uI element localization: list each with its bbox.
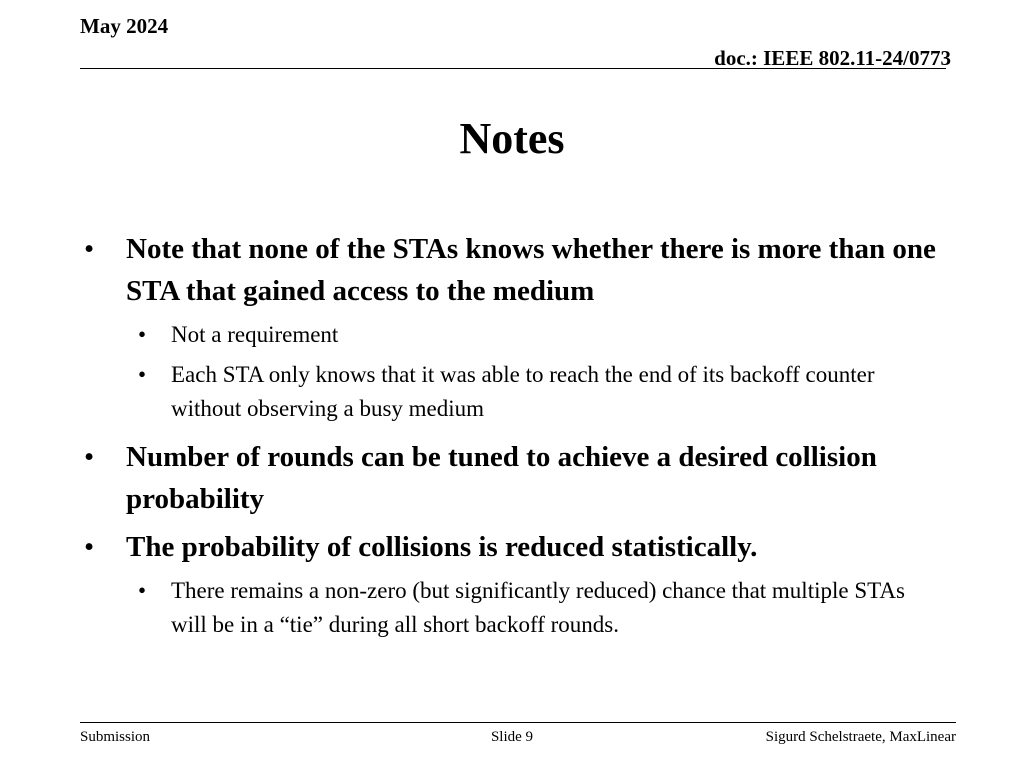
bullet-marker: • [84,441,95,473]
sub-bullet-marker: • [138,578,147,603]
sub-bullet-3-1-text: There remains a non-zero (but significantly reduced) chance that multiple STAs will be in a “tie” during all short backoff rounds. [171,578,905,637]
footer-author: Sigurd Schelstraete, MaxLinear [765,729,956,745]
sub-bullet-marker: • [138,322,147,347]
slide-content [82,228,942,652]
bullet-1-text: Note that none of the STAs knows whether there is more than one STA that gained access to the medium [126,233,936,307]
header-date: May 2024 [80,14,169,38]
bullet-1 [82,228,942,312]
slide-title: Notes [459,114,565,163]
bullet-3-subs [82,574,942,642]
header-divider [80,68,946,69]
bullet-2-text: Number of rounds can be tuned to achieve a desired collision probability [126,441,877,515]
bullet-marker: • [84,531,95,563]
bullet-3-text: The probability of collisions is reduced statistically. [126,531,758,563]
bullet-marker: • [84,233,95,265]
footer-slide-number: Slide 9 [490,729,534,745]
header-doc-id: doc.: IEEE 802.11-24/0773 [714,46,951,70]
bullet-3 [82,526,942,568]
sub-bullet-1-2 [82,358,942,426]
sub-bullet-1-1-text: Not a requirement [171,322,339,347]
sub-bullet-1-2-text: Each STA only knows that it was able to reach the end of its backoff counter without observing a busy medium [171,362,875,421]
bullet-2 [82,436,942,520]
bullet-1-subs [82,318,942,426]
sub-bullet-3-1 [82,574,942,642]
footer-divider [80,722,956,723]
sub-bullet-marker: • [138,362,147,387]
sub-bullet-1-1 [82,318,942,352]
footer-submission: Submission [80,729,151,745]
